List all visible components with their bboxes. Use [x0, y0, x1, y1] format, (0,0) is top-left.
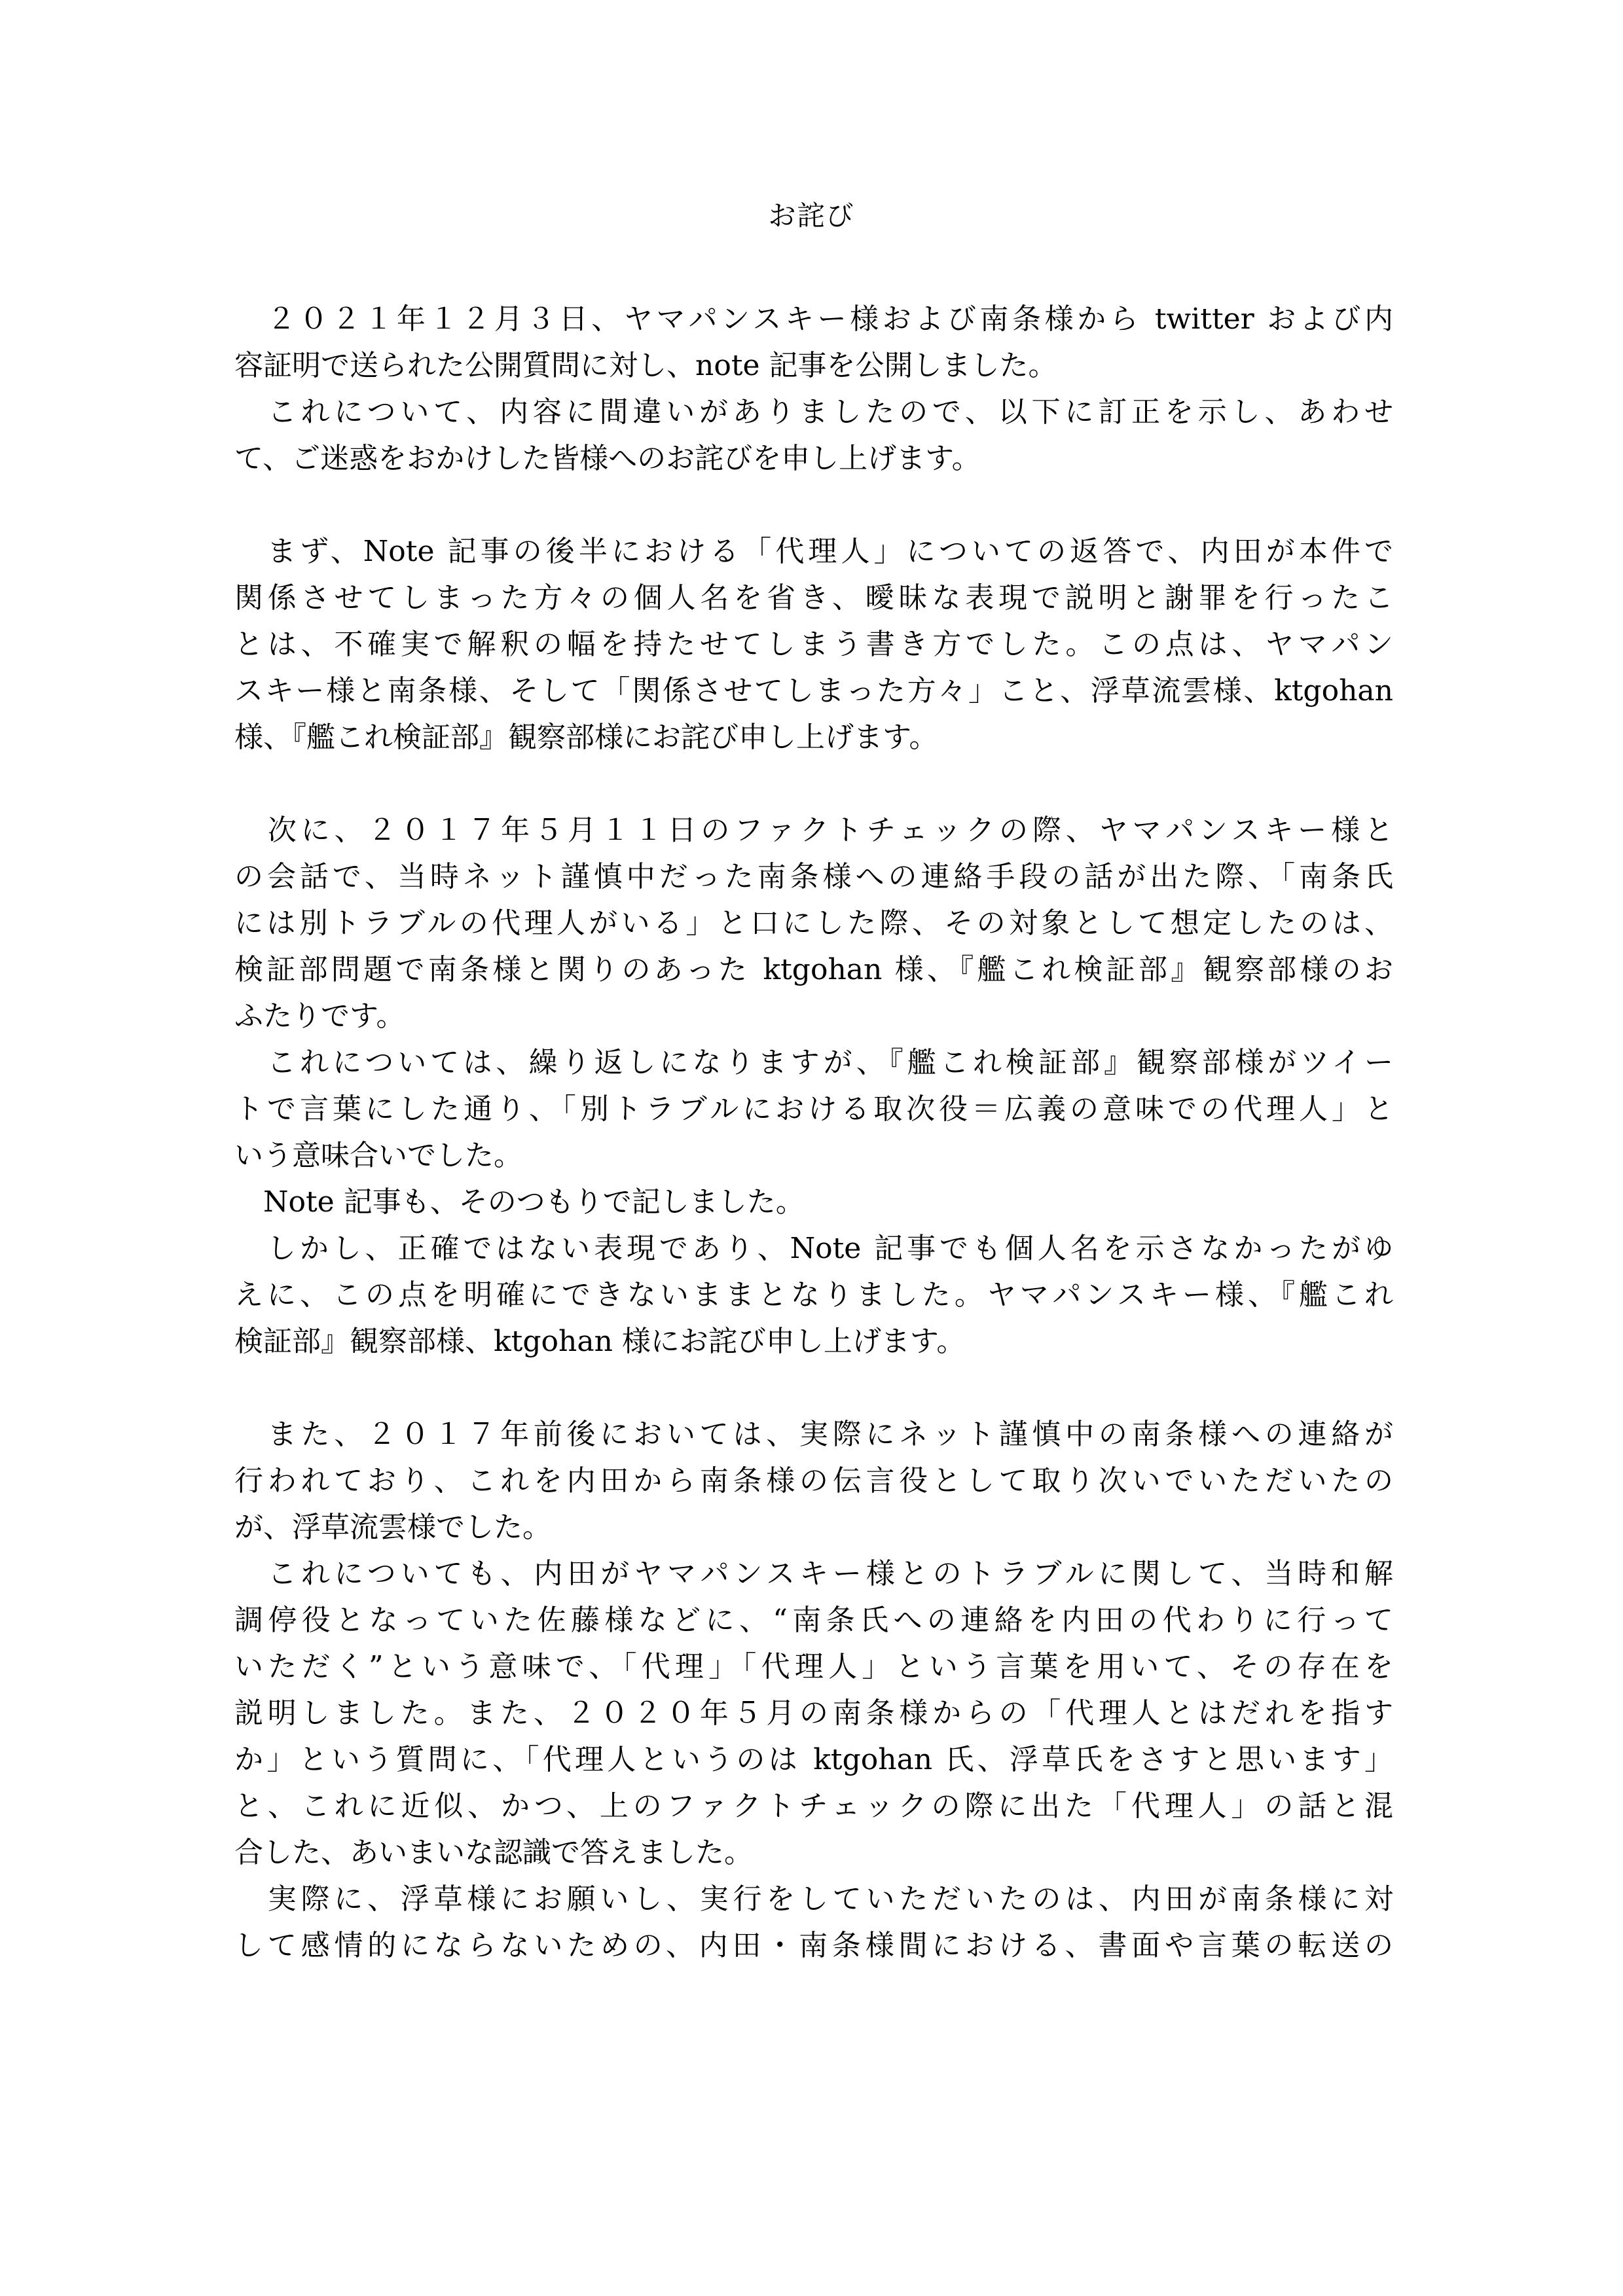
paragraph: [234, 528, 1393, 761]
blank-line: [234, 1365, 1393, 1411]
text-line: して感情的にならないための、内田・南条様間における、書面や言葉の転送の: [234, 1929, 1393, 1962]
paragraph: [234, 389, 1393, 482]
text-line: 合した、あいまいな認識で答えました。: [234, 1836, 753, 1869]
text-line: これについても、内田がヤマパンスキー様とのトラブルに関して、当時和解: [234, 1557, 1393, 1590]
text-line: ふたりです。: [234, 999, 405, 1033]
text-line: また、２０１７年前後においては、実際にネット謹慎中の南条様への連絡が: [234, 1418, 1393, 1451]
text-line: これについて、内容に間違いがありましたので、以下に訂正を示し、あわせ: [234, 395, 1393, 429]
text-line: 関係させてしまった方々の個人名を省き、曖昧な表現で説明と謝罪を行ったこ: [234, 581, 1393, 615]
text-line: が、浮草流雲様でした。: [234, 1511, 551, 1544]
text-line: て、ご迷惑をおかけした皆様へのお詫びを申し上げます。: [234, 442, 981, 475]
paragraph: [234, 1551, 1393, 1876]
text-line: スキー様と南条様、そして「関係させてしまった方々」こと、浮草流雲様、ktgohan: [234, 674, 1393, 708]
text-line: 調停役となっていた佐藤様などに、“南条氏への連絡を内田の代わりに行って: [234, 1604, 1393, 1637]
paragraph: [234, 1876, 1393, 1969]
text-line: まず、Note 記事の後半における「代理人」についての返答で、内田が本件で: [234, 535, 1393, 568]
text-line: えに、この点を明確にできないままとなりました。ヤマパンスキー様、『艦これ: [234, 1278, 1393, 1312]
paragraph: [234, 1039, 1393, 1179]
text-line: 次に、２０１７年５月１１日のファクトチェックの際、ヤマパンスキー様と: [234, 814, 1393, 847]
text-line: か」という質問に、「代理人というのは ktgohan 氏、浮草氏をさすと思います」: [234, 1743, 1393, 1776]
text-line: これについては、繰り返しになりますが、『艦これ検証部』観察部様がツイー: [234, 1046, 1393, 1079]
text-line: には別トラブルの代理人がいる」と口にした際、その対象として想定したのは、: [234, 906, 1393, 940]
text-line: 容証明で送られた公開質問に対し、note 記事を公開しました。: [234, 349, 1057, 382]
text-line: 実際に、浮草様にお願いし、実行をしていただいたのは、内田が南条様に対: [234, 1882, 1393, 1916]
page-title: お詫び: [768, 200, 855, 232]
text-line: 行われており、これを内田から南条様の伝言役として取り次いでいただいたの: [234, 1464, 1393, 1498]
paragraph: [234, 1411, 1393, 1551]
paragraph: [234, 807, 1393, 1039]
text-line: 検証部』観察部様、ktgohan 様にお詫び申し上げます。: [234, 1325, 966, 1358]
text-line: 検証部問題で南条様と関りのあった ktgohan 様、『艦これ検証部』観察部様のお: [234, 953, 1393, 986]
text-line: いただく”という意味で、「代理」「代理人」という言葉を用いて、その存在を: [234, 1650, 1393, 1683]
text-line: とは、不確実で解釈の幅を持たせてしまう書き方でした。この点は、ヤマパン: [234, 628, 1393, 661]
text-line: 様、『艦これ検証部』観察部様にお詫び申し上げます。: [234, 721, 938, 754]
text-line: トで言葉にした通り、「別トラブルにおける取次役＝広義の意味での代理人」と: [234, 1092, 1393, 1126]
blank-line: [234, 761, 1393, 807]
text-line: 説明しました。また、２０２０年５月の南条様からの「代理人とはだれを指す: [234, 1696, 1393, 1730]
text-line: いう意味合いでした。: [234, 1139, 522, 1172]
paragraph: [234, 1225, 1393, 1365]
text-line: Note 記事も、そのつもりで記しました。: [234, 1185, 805, 1219]
text-line: ２０２１年１２月３日、ヤマパンスキー様および南条様から twitter および内: [234, 302, 1393, 336]
paragraph: [234, 1179, 1393, 1225]
text-line: の会話で、当時ネット謹慎中だった南条様への連絡手段の話が出た際、「南条氏: [234, 860, 1393, 893]
text-line: しかし、正確ではない表現であり、Note 記事でも個人名を示さなかったがゆ: [234, 1232, 1393, 1265]
blank-line: [234, 482, 1393, 528]
paragraph: [234, 296, 1393, 389]
text-line: と、これに近似、かつ、上のファクトチェックの際に出た「代理人」の話と混: [234, 1789, 1393, 1823]
document-body: [234, 296, 1393, 1969]
